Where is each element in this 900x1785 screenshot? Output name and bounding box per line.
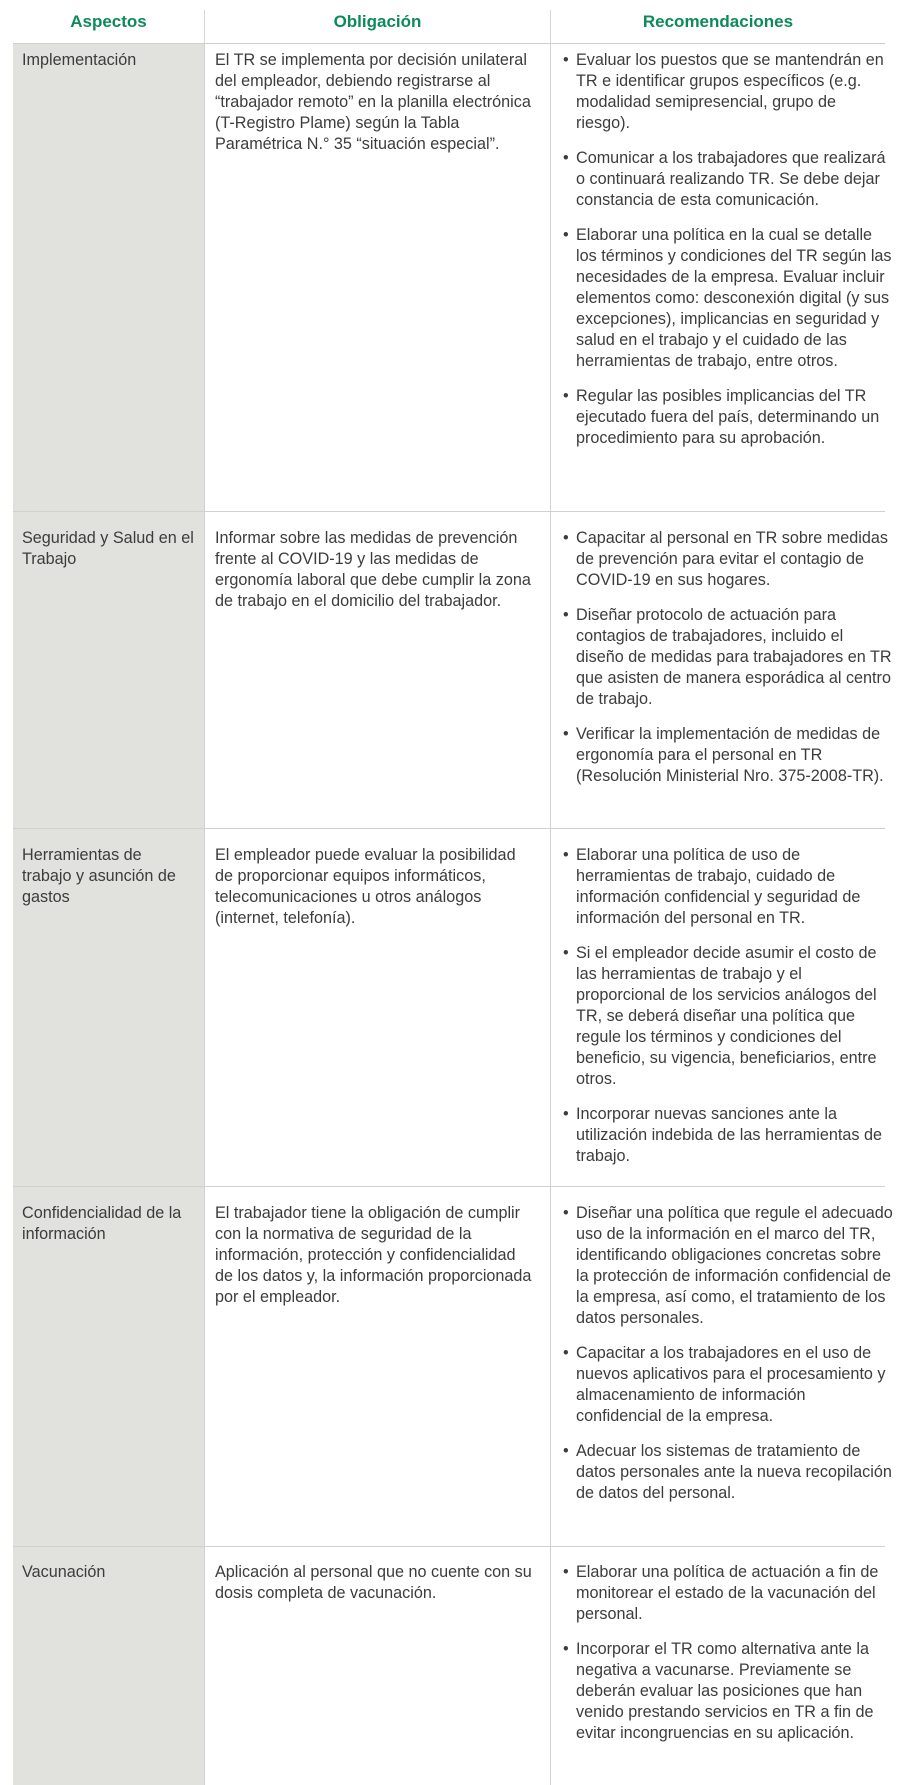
row-divider: [13, 1546, 885, 1547]
recommendation-item: • Capacitar al personal en TR sobre medidas de prevención para evitar el contagio de COVID-19 en sus hogares.: [563, 528, 893, 591]
recommendations-vacunacion: [563, 1562, 893, 1758]
obligation-seguridad: Informar sobre las medidas de prevención frente al COVID-19 y las medidas de ergonomía laboral que debe cumplir la zona de trabajo en el domicilio del trabajador.: [215, 529, 531, 610]
obligation-confidencialidad: El trabajador tiene la obligación de cumplir con la normativa de seguridad de la información, protección y confidencialidad de los datos y, la información proporcionada por el empleador.: [215, 1204, 532, 1306]
recommendation-item: • Elaborar una política en la cual se detalle los términos y condiciones del TR según las necesidades de la empresa. Evaluar incluir elementos como: desconexión digital (y sus excepciones), implicancias en seguridad y salud en el trabajo y el cuidado de las herramientas de trabajo, entre otros.: [563, 225, 893, 372]
aspect-column-background: [13, 44, 204, 1785]
recommendation-item: • Verificar la implementación de medidas de ergonomía para el personal en TR (Resolución Ministerial Nro. 375-2008-TR).: [563, 724, 893, 787]
recommendation-item: • Elaborar una política de uso de herramientas de trabajo, cuidado de información confidencial y seguridad de información del personal en TR.: [563, 845, 893, 929]
recommendation-item: • Si el empleador decide asumir el costo de las herramientas de trabajo y el proporcional de los servicios análogos del TR, se deberá diseñar una política que regule los términos y condiciones del beneficio, su vigencia, beneficiarios, entre otros.: [563, 943, 893, 1090]
recommendations-seguridad: [563, 528, 893, 801]
row-divider: [13, 43, 885, 44]
recommendation-item: • Incorporar nuevas sanciones ante la utilización indebida de las herramientas de trabajo.: [563, 1104, 893, 1167]
aspect-herramientas: Herramientas de trabajo y asunción de gastos: [22, 846, 176, 906]
obligation-vacunacion: Aplicación al personal que no cuente con su dosis completa de vacunación.: [215, 1563, 532, 1602]
recommendation-item: • Evaluar los puestos que se mantendrán en TR e identificar grupos específicos (e.g. modalidad semipresencial, grupo de riesgo).: [563, 50, 893, 134]
header-recomendaciones: Recomendaciones: [642, 11, 794, 31]
recommendation-item: • Regular las posibles implicancias del TR ejecutado fuera del país, determinando un procedimiento para su aprobación.: [563, 386, 893, 449]
column-divider: [550, 44, 551, 1785]
recommendation-item: • Diseñar protocolo de actuación para contagios de trabajadores, incluido el diseño de medidas para trabajadores en TR que asisten de manera esporádica al centro de trabajo.: [563, 605, 893, 710]
aspect-vacunacion: Vacunación: [22, 1563, 106, 1581]
header-aspectos: Aspectos: [70, 11, 147, 31]
recommendations-implementacion: [563, 50, 893, 463]
recommendations-herramientas: [563, 845, 893, 1181]
recommendation-item: • Diseñar una política que regule el adecuado uso de la información en el marco del TR, identificando obligaciones concretas sobre la protección de información confidencial de la empresa, así como, el tratamiento de los datos personales.: [563, 1203, 893, 1329]
column-divider: [204, 44, 205, 1785]
row-divider: [13, 828, 885, 829]
obligation-implementacion: El TR se implementa por decisión unilateral del empleador, debiendo registrarse al “trabajador remoto” en la planilla electrónica (T-Registro Plame) según la Tabla Paramétrica N.° 35 “situación especial”.: [215, 51, 531, 153]
row-divider: [13, 1186, 885, 1187]
recommendation-item: • Comunicar a los trabajadores que realizará o continuará realizando TR. Se debe dejar constancia de esta comunicación.: [563, 148, 893, 211]
recommendation-item: • Elaborar una política de actuación a fin de monitorear el estado de la vacunación del personal.: [563, 1562, 893, 1625]
row-divider: [13, 511, 885, 512]
header-obligacion: Obligación: [333, 11, 422, 31]
recommendation-item: • Adecuar los sistemas de tratamiento de datos personales ante la nueva recopilación de datos del personal.: [563, 1441, 893, 1504]
aspect-seguridad: Seguridad y Salud en el Trabajo: [22, 529, 194, 568]
recommendation-item: • Incorporar el TR como alternativa ante la negativa a vacunarse. Previamente se deberán evaluar las posiciones que han venido prestando servicios en TR a fin de evitar incongruencias en su aplicación.: [563, 1639, 893, 1744]
recommendation-item: • Capacitar a los trabajadores en el uso de nuevos aplicativos para el procesamiento y almacenamiento de información confidencial de la empresa.: [563, 1343, 893, 1427]
recommendations-confidencialidad: [563, 1203, 893, 1518]
aspect-confidencialidad: Confidencialidad de la información: [22, 1204, 182, 1243]
aspect-implementacion: Implementación: [22, 51, 137, 69]
obligation-herramientas: El empleador puede evaluar la posibilidad de proporcionar equipos informáticos, telecomunicaciones u otros análogos (internet, telefonía).: [215, 846, 516, 927]
